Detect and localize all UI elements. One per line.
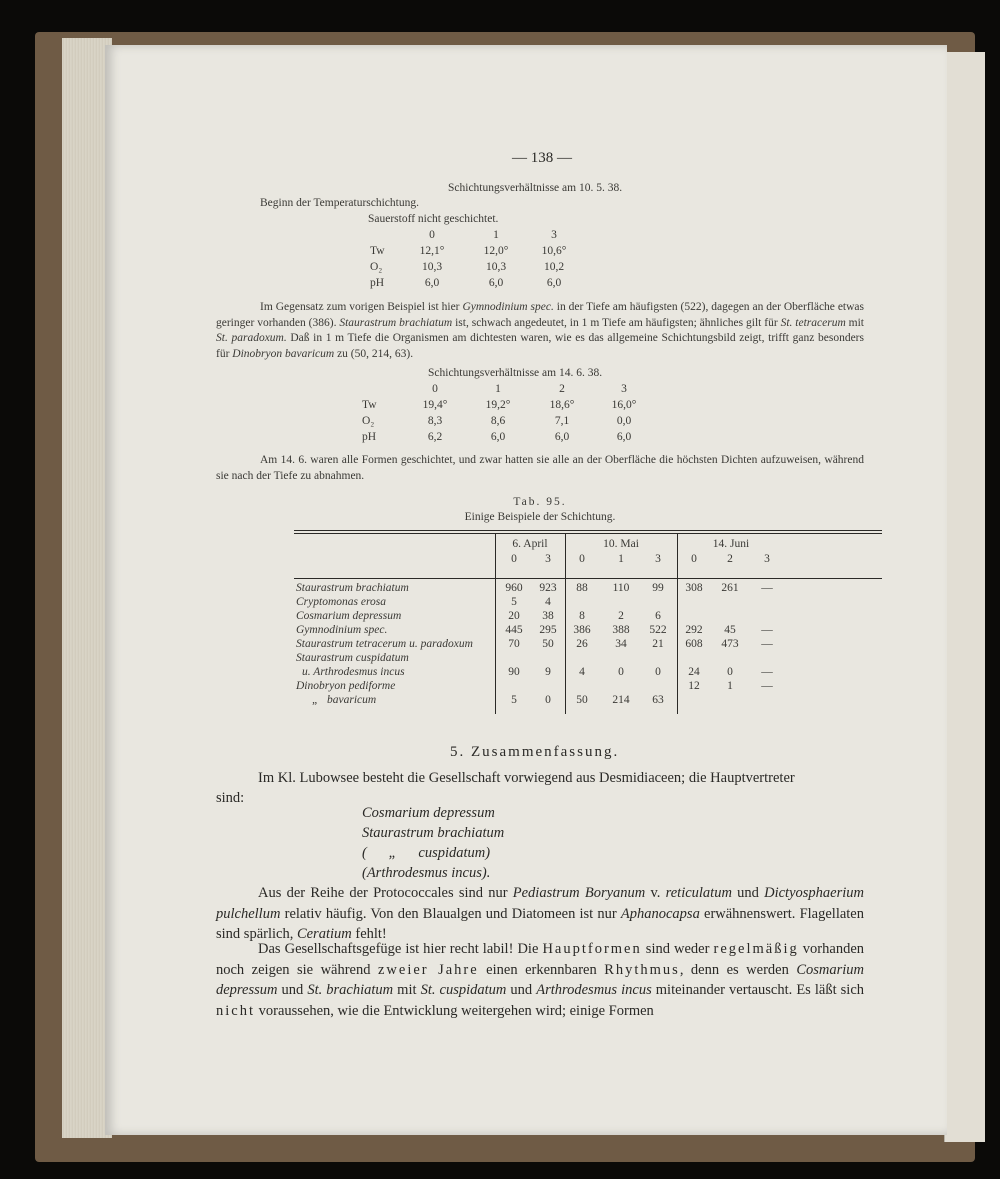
row-label: O₂ [362,415,375,427]
table-cell: — [761,666,773,678]
table-cell: 6 [655,610,661,622]
cell: 10,6° [541,245,567,257]
table-depth: 3 [545,553,551,565]
table-cell: — [761,624,773,636]
table-cell: 4 [545,596,551,608]
table-cell: 261 [721,582,739,594]
block1-title: Schichtungsverhältnisse am 10. 5. 38. [448,182,623,194]
species-item: Staurastrum brachiatum [362,825,505,841]
cell: 6,0 [490,431,506,443]
table-cell: 5 [511,694,517,706]
table-cell: 608 [685,638,703,650]
paragraph-1: Im Gegensatz zum vorigen Beispiel ist hier Gymnodinium spec. in der Tiefe am häufigsten (522), dagegen an der Oberfläche etwas geringer vorhanden (386). Staurastrum brachiatum ist, schwach angedeutet, in 1 m Tiefe am häufigsten; ähnliches gilt für St. tetracerum mit St. paradoxum. Daß in 1 m Tiefe die Organismen am dichtesten waren, wie es das allgemeine Schichtungsbild zeigt, trifft ganz besonders für Dinobryon bavaricum zu (50, 214, 63). [216,301,865,360]
cell: 8,6 [490,415,506,427]
table-col-divider [495,534,496,714]
table-cell: 960 [505,582,523,594]
table-cell: 308 [685,582,703,594]
table-cell: — [761,638,773,650]
facing-page [944,52,985,1142]
table-cell: 34 [615,638,627,650]
summary-line-2: sind: [216,790,245,806]
table-cell: — [761,680,773,692]
table-row-name: u. Arthrodesmus incus [302,666,405,678]
table-label: Tab. 95. [513,496,567,508]
table-cell: 1 [727,680,733,692]
table-row-name: Cryptomonas erosa [296,596,386,608]
table-cell: 99 [652,582,664,594]
table-cell: 0 [655,666,661,678]
table-group-header: 10. Mai [603,538,639,550]
cell: 7,1 [554,415,570,427]
row-label: pH [362,431,377,443]
table-cell: 386 [573,624,591,636]
row-label: Tw [362,399,377,411]
cell: 6,0 [546,277,562,289]
table-cell: 50 [542,638,554,650]
block1-note1: Beginn der Temperaturschichtung. [260,197,419,209]
table-cell: 90 [508,666,520,678]
cell: 6,2 [427,431,443,443]
table-row-name: Staurastrum tetracerum u. paradoxum [296,638,473,650]
cell: 16,0° [611,399,637,411]
block2-depth: 2 [559,383,565,395]
cell: 10,3 [485,261,507,273]
table-row-name: Gymnodinium spec. [296,624,388,636]
table-cell: — [761,582,773,594]
cell: 6,0 [616,431,632,443]
table-cell: 45 [724,624,736,636]
species-item: (Arthrodesmus incus). [362,865,491,881]
summary-line-1: Im Kl. Lubowsee besteht die Gesellschaft vorwiegend aus Desmidiaceen; die Hauptvertreter [258,770,795,786]
table-group-header: 6. April [512,538,548,550]
table-row-name: „ bavaricum [312,694,377,706]
table-header-rule [294,578,882,579]
cell: 8,3 [427,415,443,427]
table-cell: 21 [652,638,664,650]
table-cell: 26 [576,638,588,650]
cell: 10,2 [543,261,565,273]
cell: 12,1° [419,245,445,257]
table-top-rule [294,533,882,534]
row-label: Tw [370,245,385,257]
cell: 18,6° [549,399,575,411]
block2-depth: 0 [432,383,438,395]
table-depth: 3 [655,553,661,565]
table-cell: 38 [542,610,554,622]
table-cell: 63 [652,694,664,706]
table-row-name: Cosmarium depressum [296,610,402,622]
block2-depth: 3 [621,383,627,395]
row-label: O₂ [370,261,383,273]
cell: 6,0 [554,431,570,443]
table-top-rule [294,530,882,531]
summary-paragraph-2: Aus der Reihe der Protococcales sind nur Pediastrum Boryanum v. reticulatum und Dictyosphaerium pulchellum relativ häufig. Von den Blaualgen und Diatomeen ist nur Aphanocapsa erwähnenswert. Flagellaten sind spärlich, Ceratium fehlt! [216,885,864,942]
table-cell: 923 [539,582,557,594]
table-depth: 2 [727,553,733,565]
cell: 12,0° [483,245,509,257]
cell: 0,0 [616,415,632,427]
table-group-header: 14. Juni [712,538,750,550]
table-cell: 12 [688,680,700,692]
table-cell: 2 [618,610,624,622]
table-cell: 522 [649,624,667,636]
table-depth: 3 [764,553,770,565]
table-row-name: Dinobryon pediforme [296,680,396,692]
table-depth: 1 [618,553,624,565]
cell: 10,3 [421,261,443,273]
block1-depth: 0 [429,229,435,241]
table-depth: 0 [511,553,517,565]
table-row-name: Staurastrum cuspidatum [296,652,409,664]
table-cell: 24 [688,666,700,678]
species-item: ( „ cuspidatum) [362,845,491,861]
table-row-name: Staurastrum brachiatum [296,582,409,594]
block2-depth: 1 [495,383,501,395]
cell: 19,2° [485,399,511,411]
table-cell: 5 [511,596,517,608]
table-cell: 292 [685,624,703,636]
table-cell: 20 [508,610,520,622]
table-cell: 110 [612,582,630,594]
table-cell: 70 [508,638,520,650]
cell: 6,0 [424,277,440,289]
table-caption: Einige Beispiele der Schichtung. [464,511,616,523]
table-cell: 0 [727,666,733,678]
page-number: — 138 — [512,150,572,166]
table-cell: 473 [721,638,739,650]
table-cell: 295 [539,624,557,636]
block1-depth: 1 [493,229,499,241]
block1-depth: 3 [551,229,557,241]
table-depth: 0 [579,553,585,565]
table-cell: 9 [545,666,551,678]
table-cell: 50 [576,694,588,706]
section-heading: 5. Zusammenfassung. [450,744,620,760]
cell: 6,0 [488,277,504,289]
table-cell: 0 [545,694,551,706]
table-cell: 4 [579,666,585,678]
summary-paragraph-3: Das Gesellschaftsgefüge ist hier recht labil! Die Hauptformen sind weder regelmäßig vorhanden noch zeigen sie während zweier Jahre einen erkennbaren Rhythmus, denn es werden Cosmarium depressum und St. brachiatum mit St. cuspidatum und Arthrodesmus incus miteinander vertauscht. Es läßt sich nicht voraussehen, wie die Entwicklung weitergehen wird; einige Formen [216,941,865,1019]
table-cell: 388 [612,624,630,636]
cell: 19,4° [422,399,448,411]
species-item: Cosmarium depressum [362,805,495,821]
table-depth: 0 [691,553,697,565]
row-label: pH [370,277,385,289]
table-cell: 445 [505,624,523,636]
paragraph-2: Am 14. 6. waren alle Formen geschichtet, und zwar hatten sie alle an der Oberfläche die höchsten Dichten aufzuweisen, während sie nach der Tiefe zu abnahmen. [216,454,864,482]
block1-note2: Sauerstoff nicht geschichtet. [368,213,499,225]
table-cell: 214 [612,694,630,706]
table-cell: 88 [576,582,588,594]
block2-title: Schichtungsverhältnisse am 14. 6. 38. [428,367,603,379]
table-cell: 0 [618,666,624,678]
table-cell: 8 [579,610,585,622]
